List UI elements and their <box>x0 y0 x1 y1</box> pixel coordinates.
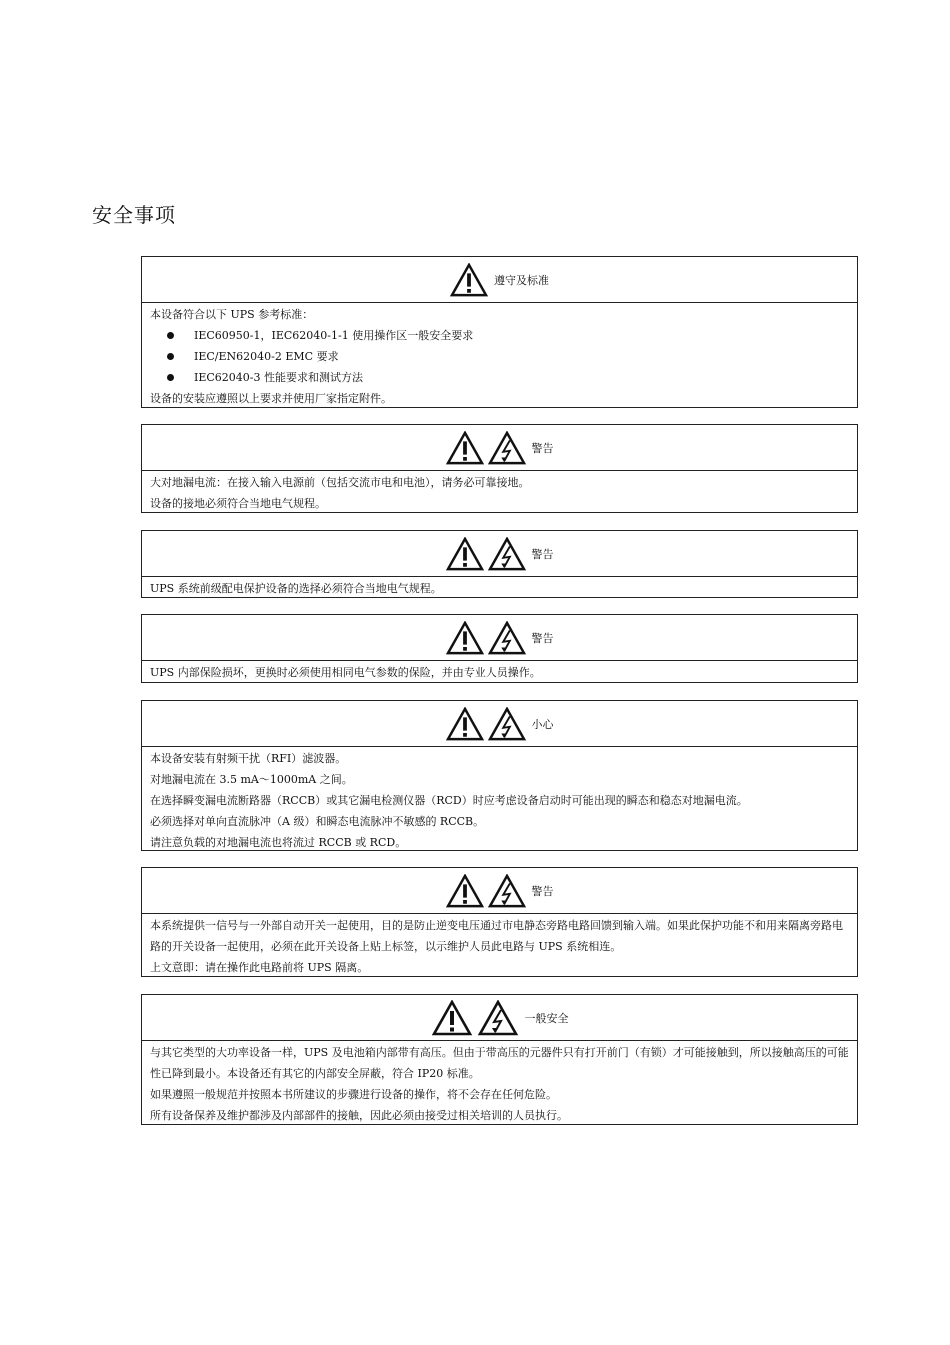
general-safety-box <box>141 994 858 1125</box>
body-line: 设备的接地必须符合当地电气规程。 <box>150 497 326 510</box>
compliance-outro: 设备的安装应遵照以上要求并使用厂家指定附件。 <box>150 392 392 405</box>
page-title: 安全事项 <box>92 203 176 227</box>
section-heading: 警告 <box>531 631 554 645</box>
warning-header <box>142 425 857 471</box>
body-line: 上文意即：请在操作此电路前将 UPS 隔离。 <box>150 961 369 974</box>
general-safety-body <box>142 1041 857 1128</box>
body-paragraph: 本系统提供一信号与一外部自动开关一起使用，目的是防止逆变电压通过市电静态旁路电路回馈到输入端。如果此保护功能不和用来隔离旁路电路的开关设备一起使用，必须在此开关设备上贴上标签，以示维护人员此电路与 UPS 系统相连。 <box>150 919 843 953</box>
standards-list-item: IEC60950-1，IEC62040-1-1 使用操作区一般安全要求 <box>150 325 849 346</box>
warning-header <box>142 531 857 577</box>
warning-header <box>142 615 857 661</box>
body-line: 所有设备保养及维护都涉及内部部件的接触，因此必须由接受过相关培训的人员执行。 <box>150 1109 568 1122</box>
compliance-box <box>141 256 858 408</box>
warning-triangle-icon <box>446 431 484 465</box>
section-heading: 小心 <box>531 717 554 731</box>
body-line: 请注意负载的对地漏电流也将流过 RCCB 或 RCD。 <box>150 836 407 849</box>
warning-body <box>142 661 857 685</box>
warning-triangle-icon <box>446 621 484 655</box>
compliance-header <box>142 257 857 303</box>
warning-backfeed-box <box>141 867 858 977</box>
warning-triangle-icon <box>446 537 484 571</box>
electric-hazard-icon <box>488 537 526 571</box>
general-safety-header <box>142 995 857 1041</box>
body-line: 必须选择对单向直流脉冲（A 级）和瞬态电流脉冲不敏感的 RCCB。 <box>150 815 485 828</box>
caution-box <box>141 700 858 851</box>
section-heading: 警告 <box>531 441 554 455</box>
body-paragraph: 与其它类型的大功率设备一样，UPS 及电池箱内部带有高压。但由于带高压的元器件只有打开前门（有锁）才可能接触到，所以接触高压的可能性已降到最小。本设备还有其它的内部安全屏蔽，符合 IP20 标准。 <box>150 1046 849 1080</box>
standards-list-item: IEC/EN62040-2 EMC 要求 <box>150 346 849 367</box>
body-line: 对地漏电流在 3.5 mA～1000mA 之间。 <box>150 773 353 786</box>
body-line: 在选择瞬变漏电流断路器（RCCB）或其它漏电检测仪器（RCD）时应考虑设备启动时可能出现的瞬态和稳态对地漏电流。 <box>150 794 748 807</box>
standards-list-item: IEC62040-3 性能要求和测试方法 <box>150 367 849 388</box>
compliance-intro: 本设备符合以下 UPS 参考标准： <box>150 308 314 321</box>
warning-body <box>142 577 857 601</box>
warning-header <box>142 868 857 914</box>
caution-header <box>142 701 857 747</box>
body-line: 大对地漏电流：在接入输入电源前（包括交流市电和电池），请务必可靠接地。 <box>150 476 530 489</box>
electric-hazard-icon <box>488 431 526 465</box>
warning-fuse-box <box>141 614 858 683</box>
body-line: UPS 系统前级配电保护设备的选择必须符合当地电气规程。 <box>150 582 442 595</box>
standards-list <box>150 325 849 388</box>
warning-leakage-box <box>141 424 858 513</box>
warning-triangle-icon <box>446 874 484 908</box>
warning-protection-box <box>141 530 858 598</box>
electric-hazard-icon <box>488 874 526 908</box>
body-line: UPS 内部保险损坏，更换时必须使用相同电气参数的保险，并由专业人员操作。 <box>150 666 541 679</box>
section-heading: 警告 <box>531 547 554 561</box>
section-heading: 一般安全 <box>524 1011 569 1025</box>
warning-body <box>142 914 857 980</box>
electric-hazard-icon <box>488 707 526 741</box>
warning-triangle-icon <box>446 707 484 741</box>
compliance-body <box>142 303 857 411</box>
warning-triangle-icon <box>450 263 488 297</box>
section-heading: 警告 <box>531 884 554 898</box>
electric-hazard-icon <box>477 1000 519 1036</box>
electric-hazard-icon <box>488 621 526 655</box>
body-line: 本设备安装有射频干扰（RFI）滤波器。 <box>150 752 347 765</box>
section-heading: 遵守及标准 <box>494 273 549 287</box>
caution-body <box>142 747 857 855</box>
warning-body <box>142 471 857 516</box>
warning-triangle-icon <box>431 1000 473 1036</box>
body-line: 如果遵照一般规范并按照本书所建议的步骤进行设备的操作，将不会存在任何危险。 <box>150 1088 557 1101</box>
